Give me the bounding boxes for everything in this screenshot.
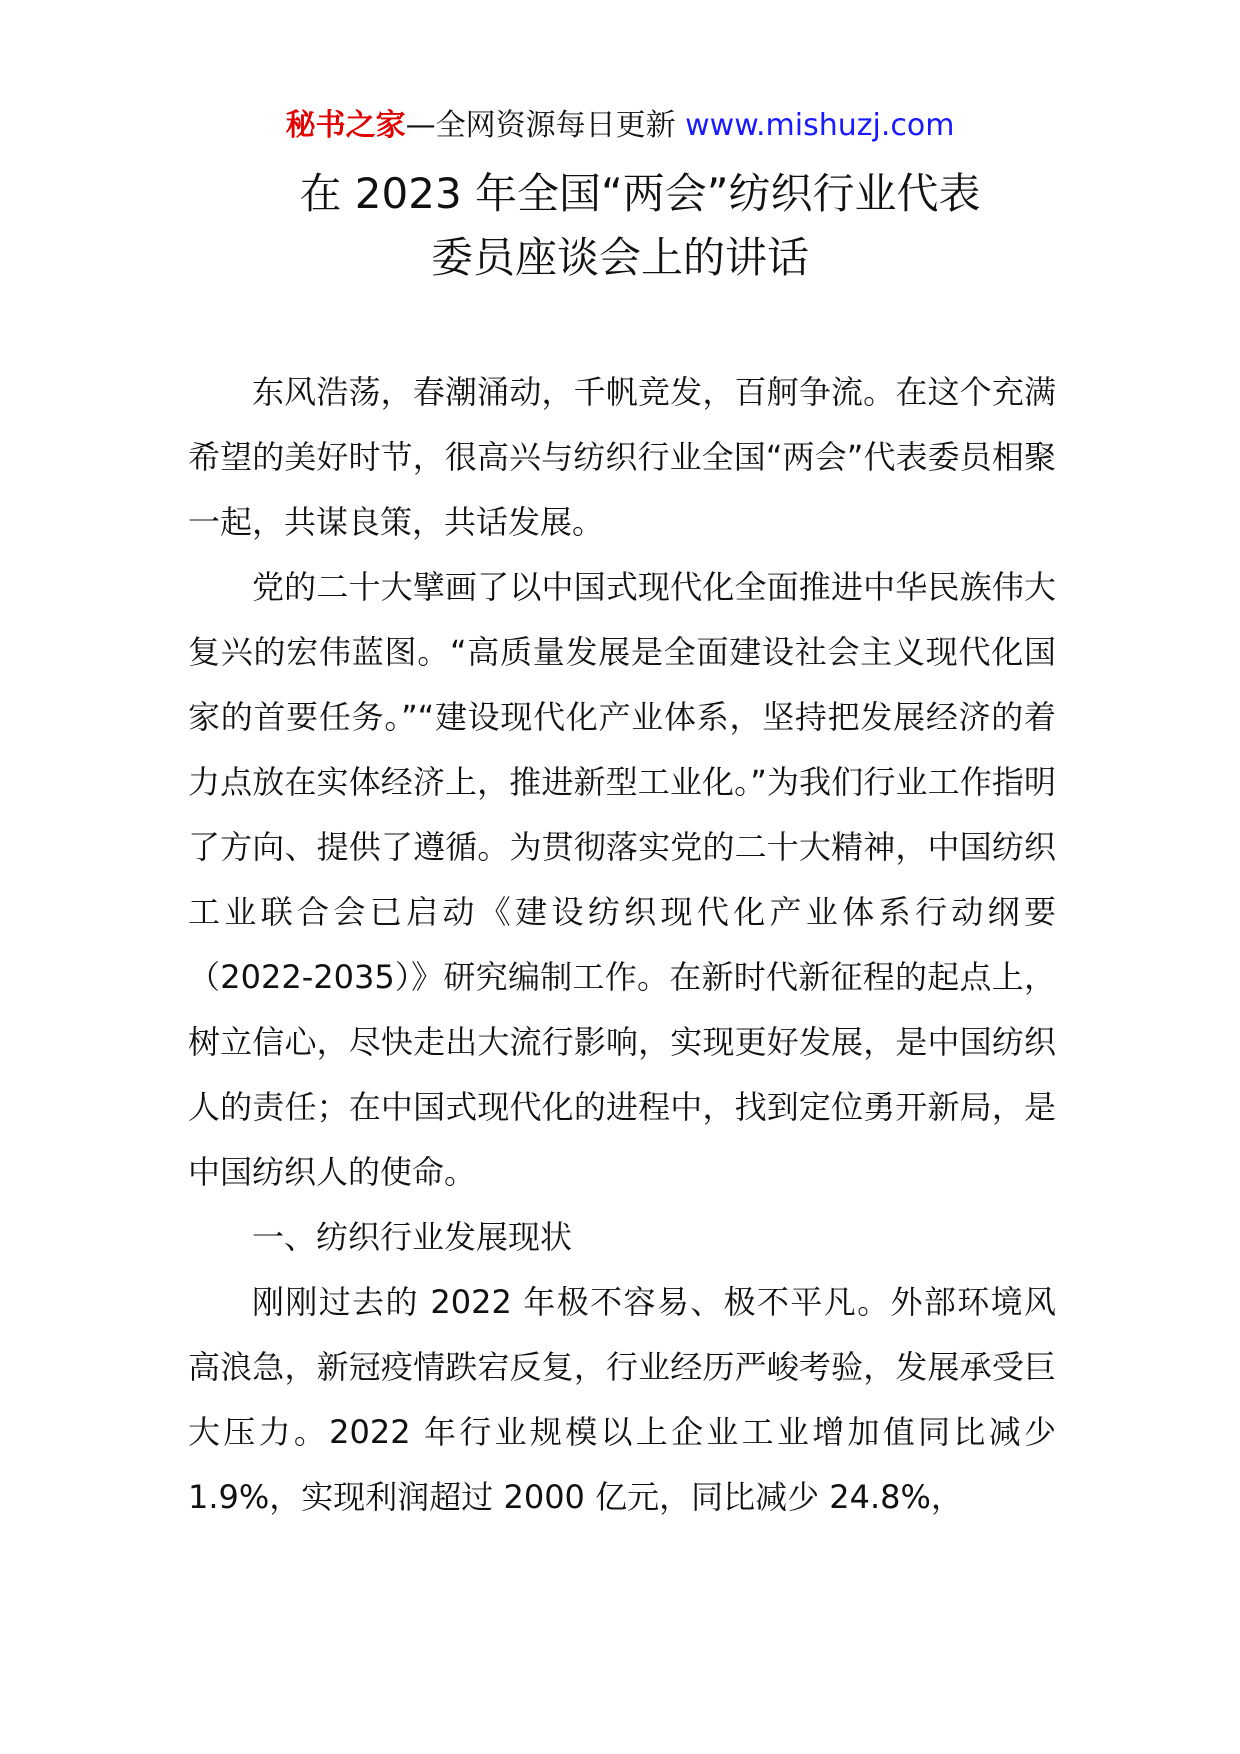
site-header (0, 104, 1240, 148)
site-tagline: —全网资源每日更新 (405, 108, 676, 143)
document-title-line-1: 在 2023 年全国“两会”纺织行业代表 (299, 169, 981, 218)
document-body (188, 360, 1056, 1530)
document-title-line-2: 委员座谈会上的讲话 (430, 233, 809, 282)
paragraph-opening: 东风浩荡，春潮涌动，千帆竞发，百舸争流。在这个充满希望的美好时节，很高兴与纺织行业全国“两会”代表委员相聚一起，共谋良策，共话发展。 (188, 373, 1056, 541)
section-heading-status: 一、纺织行业发展现状 (252, 1218, 573, 1256)
paragraph-2022-review: 刚刚过去的 2022 年极不容易、极不平凡。外部环境风高浪急，新冠疫情跌宕反复，行业经历严峻考验，发展承受巨大压力。2022 年行业规模以上企业工业增加值同比减少 1.9%，实现利润超过 2000 亿元，同比减少 24.8%， (188, 1283, 1056, 1516)
site-brand: 秘书之家 (285, 108, 406, 143)
paragraph-blueprint: 党的二十大擘画了以中国式现代化全面推进中华民族伟大复兴的宏伟蓝图。“高质量发展是全面建设社会主义现代化国家的首要任务。”“建设现代化产业体系，坚持把发展经济的着力点放在实体经济上，推进新型工业化。”为我们行业工作指明了方向、提供了遵循。为贯彻落实党的二十大精神，中国纺织工业联合会已启动《建设纺织现代化产业体系行动纲要（2022-2035）》研究编制工作。在新时代新征程的起点上，树立信心，尽快走出大流行影响，实现更好发展，是中国纺织人的责任；在中国式现代化的进程中，找到定位勇开新局，是中国纺织人的使命。 (188, 568, 1056, 1191)
site-url-link[interactable]: www.mishuzj.com (685, 108, 955, 143)
